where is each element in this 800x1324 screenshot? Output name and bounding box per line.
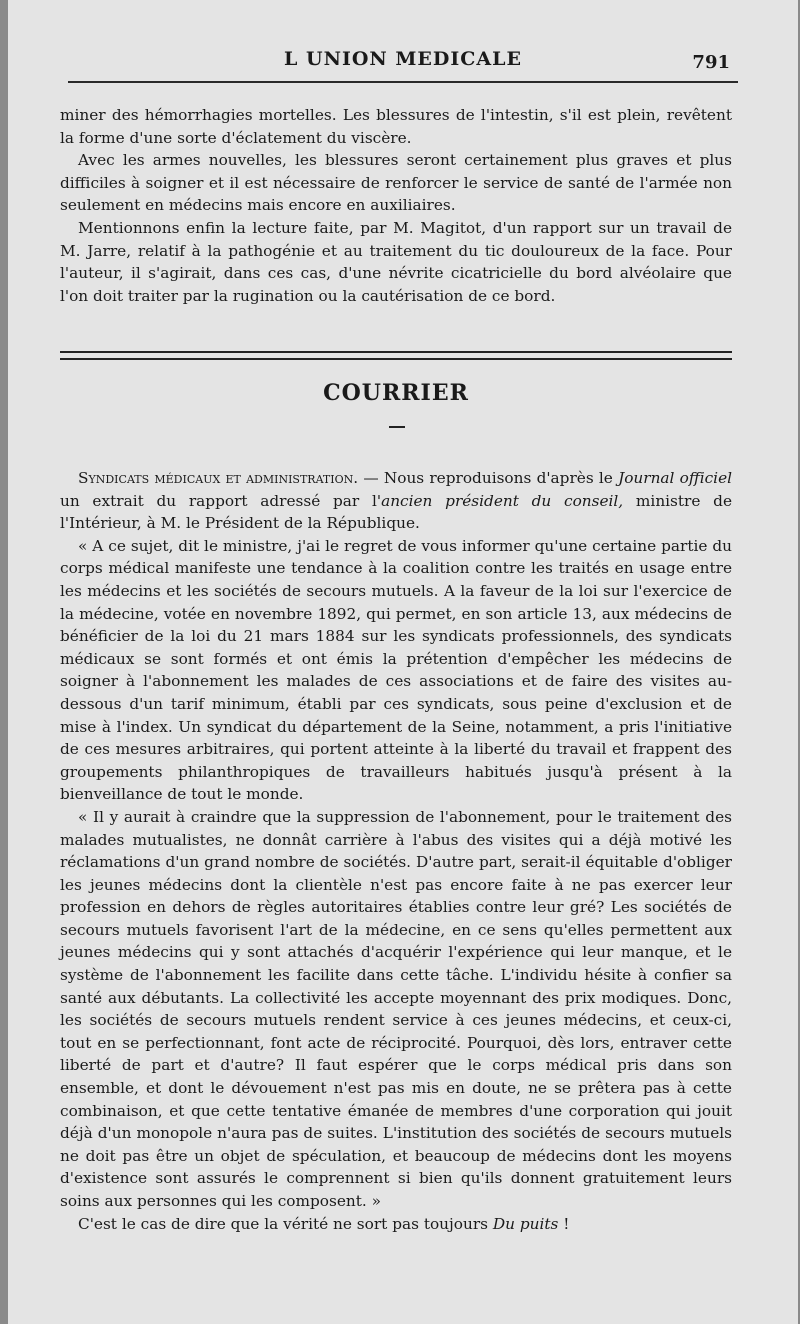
courrier-article [60,467,732,1235]
quote-paragraph: « A ce sujet, dit le ministre, j'ai le regret de vous informer qu'une certaine partie du corps médical manifeste une tendance à la coalition contre les traités en usage entre les médecins et les sociétés de secours mutuels. A la faveur de la loi sur l'exercice de la médecine, votée en novembre 1892, qui permet, en son article 13, aux médecins de bénéficier de la loi du 21 mars 1884 sur les syndicats professionnels, des syndicats médicaux se sont formés et ont émis la prétention d'empêcher les médecins de soigner à l'abonnement les malades de ces associations et de faire des visites au-dessous d'un tarif minimum, établi par ces syndicats, sous peine d'exclusion et de mise à l'index. Un syndicat du département de la Seine, notamment, a pris l'initiative de ces mesures arbitraires, qui portent atteinte à la liberté du travail et frappent des groupements philanthropiques de travailleurs habitués jusqu'à présent à la bienveillance de tout le monde. [60,536,732,804]
section-title: COURRIER [323,380,469,406]
paragraph: miner des hémorrhagies mortelles. Les blessures de l'intestin, s'il est plein, revêtent la forme d'une sorte d'éclatement du viscère. [60,106,732,147]
continued-article [60,104,732,307]
closing-paragraph: C'est le cas de dire que la vérité ne sort pas toujours Du puits ! [78,1214,570,1233]
header-rule [68,81,738,83]
section-divider [60,351,732,360]
rubric-heading: Syndicats médicaux et administration. [78,469,359,487]
lead-paragraph: Syndicats médicaux et administration. — Nous reproduisons d'après le Journal officiel un extrait du rapport adressé par l'ancien président du conseil, ministre de l'Intérieur, à M. le Président de la République. [60,469,733,533]
paragraph: Mentionnons enfin la lecture faite, par M. Magitot, d'un rapport sur un travail de M. Jarre, relatif à la pathogénie et au traitement du tic douloureux de la face. Pour l'auteur, il s'agirait, dans ces cas, d'une névrite cicatricielle du bord alvéolaire que l'on doit traiter par la rugination ou la cautérisation de ce bord. [60,218,732,305]
quote-paragraph: « Il y aurait à craindre que la suppression de l'abonnement, pour le traitement des malades mutualistes, ne donnât carrière à l'abus des visites qui a déjà motivé les réclamations d'un grand nombre de sociétés. D'autre part, serait-il équitable d'obliger les jeunes médecins dont la clientèle n'est pas encore faite à ne pas exercer leur profession en dehors de règles autoritaires établies contre leur gré? Les sociétés de secours mutuels favorisent l'art de la médecine, en ce sens qu'elles permettent aux jeunes médecins qui y sont attachés d'acquérir l'expérience qui leur manque, et le système de l'abonnement les facilite dans cette tâche. L'individu hésite à confier sa santé aux débutants. La collectivité les accepte moyennant des prix modiques. Donc, les sociétés de secours mutuels rendent service à ces jeunes médecins, et ceux-ci, tout en se perfectionnant, font acte de réciprocité. Pourquoi, dès lors, entraver cette liberté de part et d'autre? Il faut espérer que le corps médical pris dans son ensemble, et dont le dévouement n'est pas mis en doute, ne se prêtera pas à cette combinaison, et que cette tentative émanée de membres d'une corporation qui jouit déjà d'un monopole n'aura pas de suites. L'institution des sociétés de secours mutuels ne doit pas être un objet de spéculation, et beaucoup de médecins dont les moyens d'existence sont assurés le comprennent si bien qu'ils donnent gratuitement leurs soins aux personnes qui les composent. » [60,807,732,1210]
page-number: 791 [692,52,730,73]
page [8,0,798,1324]
page-header [68,48,738,88]
journal-title: Journal officiel [618,469,733,487]
section-dash [389,426,405,428]
paragraph: Avec les armes nouvelles, les blessures seront certainement plus graves et plus difficiles à soigner et il est nécessaire de renforcer le service de santé de l'armée non seulement en médecins mais encore en auxiliaires. [60,151,732,215]
running-title: L UNION MEDICALE [284,48,522,70]
